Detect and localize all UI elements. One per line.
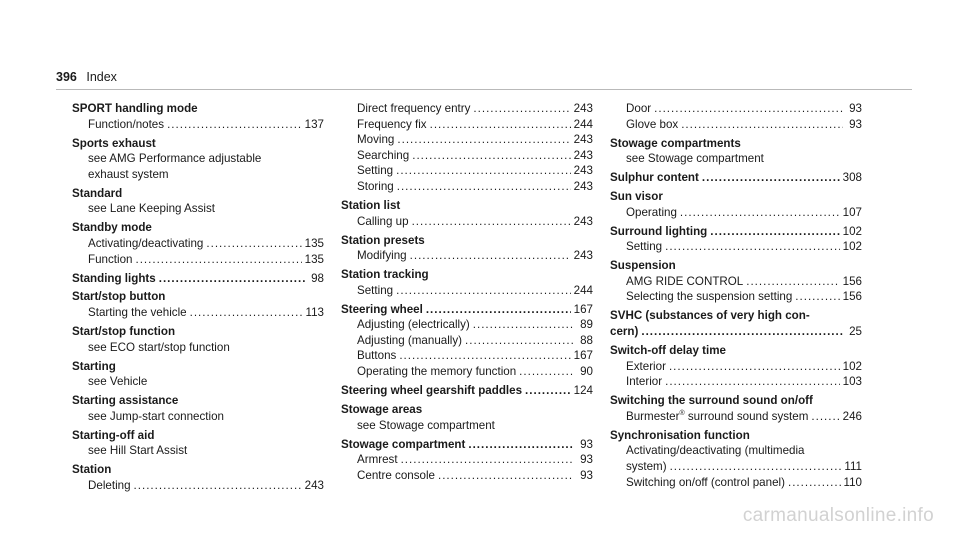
index-entry <box>610 101 862 132</box>
page-reference: 156 <box>842 290 862 304</box>
index-subentry <box>72 236 324 252</box>
index-heading-text: Starting-off aid <box>72 428 155 442</box>
index-entry <box>610 308 862 339</box>
index-subentry-text: AMG RIDE CONTROL <box>626 274 744 288</box>
page-reference: 243 <box>573 164 593 178</box>
dot-leader <box>665 239 840 255</box>
dot-leader <box>167 117 302 133</box>
page-reference: 156 <box>842 274 862 288</box>
index-subentry <box>341 163 593 179</box>
index-heading <box>341 402 593 418</box>
index-subentry <box>72 478 324 494</box>
index-subentry-text: Activating/deactivating (multimedia <box>626 444 805 458</box>
index-heading-text: Steering wheel <box>341 302 423 316</box>
index-heading <box>341 233 593 249</box>
page-reference: 93 <box>849 117 862 131</box>
page-reference: 246 <box>842 409 862 423</box>
page-header <box>56 70 117 84</box>
page-reference: 111 <box>844 459 862 473</box>
page-reference: 308 <box>842 171 862 185</box>
index-subentry <box>72 443 324 459</box>
dot-leader <box>135 252 301 268</box>
index-heading-text: SVHC (substances of very high con- <box>610 309 810 323</box>
watermark: carmanualsonline.info <box>742 505 934 526</box>
index-heading-text: Start/stop function <box>72 325 176 339</box>
dot-leader <box>669 359 840 375</box>
page-reference: 243 <box>573 102 593 115</box>
index-heading <box>610 189 862 205</box>
index-heading-text: Station list <box>341 198 401 212</box>
index-heading <box>341 437 593 453</box>
dot-leader <box>519 364 574 380</box>
index-subentry-text: Buttons <box>357 349 397 363</box>
index-heading-text: SPORT handling mode <box>72 102 198 115</box>
page-reference: 244 <box>573 117 593 131</box>
index-entry <box>610 258 862 305</box>
index-entry <box>72 393 324 424</box>
dot-leader <box>410 248 571 264</box>
index-entry <box>72 186 324 217</box>
index-subentry <box>610 475 862 491</box>
page-reference: 93 <box>580 437 593 451</box>
index-subentry-text: see Stowage compartment <box>357 418 495 432</box>
index-subentry <box>341 248 593 264</box>
index-entry <box>610 428 862 490</box>
index-subentry <box>72 374 324 390</box>
page-reference: 137 <box>304 117 324 131</box>
index-subentry-text: see Hill Start Assist <box>88 444 188 458</box>
index-subentry <box>341 179 593 195</box>
index-entry <box>72 324 324 355</box>
index-subentry-text: Setting <box>357 283 394 297</box>
index-entry <box>341 383 593 399</box>
index-heading <box>72 428 324 444</box>
dot-leader <box>134 478 302 494</box>
index-heading-text: Steering wheel gearshift paddles <box>341 384 523 398</box>
dot-leader <box>159 271 305 287</box>
page-reference: 102 <box>842 224 862 238</box>
index-heading <box>610 343 862 359</box>
index-subentry <box>610 359 862 375</box>
index-heading-text: Station <box>72 463 112 477</box>
index-heading-text: Start/stop button <box>72 290 166 304</box>
index-heading-text: Sports exhaust <box>72 136 156 150</box>
index-entry <box>72 289 324 320</box>
index-subentry <box>610 374 862 390</box>
index-subentry <box>341 283 593 299</box>
index-subentry-text: Door <box>626 102 652 115</box>
index-heading <box>72 136 324 152</box>
page-reference: 110 <box>843 475 862 489</box>
page-reference: 25 <box>849 325 862 339</box>
index-subentry-text: Activating/deactivating <box>88 236 204 250</box>
page-reference: 167 <box>573 302 593 316</box>
index-heading-text: Suspension <box>610 259 676 273</box>
index-subentry-text: exhaust system <box>88 167 169 181</box>
index-subentry <box>72 201 324 217</box>
index-heading <box>610 393 862 409</box>
index-heading-text: Starting <box>72 359 116 373</box>
index-heading <box>72 324 324 340</box>
index-entry <box>341 233 593 264</box>
index-subentry <box>610 274 862 290</box>
index-subentry-text: see Stowage compartment <box>626 152 764 166</box>
dot-leader <box>473 101 570 117</box>
dot-leader <box>468 437 574 453</box>
dot-leader <box>401 452 574 468</box>
index-subentry-text: Burmester® surround sound system <box>626 409 809 423</box>
dot-leader <box>397 179 571 195</box>
dot-leader <box>412 148 570 164</box>
page-reference: 113 <box>305 306 324 320</box>
index-subentry <box>72 117 324 133</box>
index-heading-text: Sulphur content <box>610 171 699 185</box>
index-heading-text: Stowage areas <box>341 403 423 417</box>
index-entry <box>72 101 324 132</box>
index-subentry-text: Deleting <box>88 478 131 492</box>
index-entry <box>610 343 862 390</box>
index-heading <box>610 224 862 240</box>
page-reference: 243 <box>573 133 593 147</box>
index-subentry <box>341 317 593 333</box>
header-divider <box>56 89 912 90</box>
index-entry <box>72 136 324 183</box>
index-heading <box>610 170 862 186</box>
index-subentry <box>72 305 324 321</box>
index-entry <box>341 267 593 298</box>
index-subentry <box>610 101 862 117</box>
dot-leader <box>206 236 301 252</box>
index-subentry-text: Glove box <box>626 117 679 131</box>
index-entry <box>341 101 593 195</box>
index-heading-text: Starting assistance <box>72 394 179 408</box>
index-subentry-text: system) <box>626 459 667 473</box>
page-reference: 243 <box>573 214 593 228</box>
index-subentry <box>341 364 593 380</box>
index-heading-text: Synchronisation function <box>610 428 750 442</box>
index-subentry-text: Calling up <box>357 214 409 228</box>
index-subentry <box>341 214 593 230</box>
index-subentry-text: Adjusting (manually) <box>357 333 463 347</box>
page-reference: 93 <box>580 453 593 467</box>
page-number: 396 <box>56 70 77 84</box>
page-reference: 93 <box>580 468 593 482</box>
index-heading <box>341 383 593 399</box>
index-subentry-text: Selecting the suspension setting <box>626 290 793 304</box>
index-subentry-text: Function <box>88 252 133 266</box>
index-subentry-text: Operating <box>626 205 677 219</box>
index-entry <box>341 437 593 484</box>
index-entry <box>610 170 862 186</box>
page-reference: 90 <box>580 365 593 379</box>
page-reference: 243 <box>573 148 593 162</box>
index-subentry-text: Direct frequency entry <box>357 102 471 115</box>
index-heading <box>72 393 324 409</box>
index-subentry-text: see ECO start/stop function <box>88 340 230 354</box>
page-reference: 135 <box>304 252 324 266</box>
index-subentry <box>610 151 862 167</box>
page-reference: 89 <box>580 318 593 332</box>
index-entry <box>341 302 593 380</box>
dot-leader <box>670 459 842 475</box>
dot-leader <box>665 374 840 390</box>
page-section-title: Index <box>86 70 117 84</box>
index-heading-text: Surround lighting <box>610 224 708 238</box>
index-subentry-text: Switching on/off (control panel) <box>626 475 785 489</box>
index-subentry-text: see Lane Keeping Assist <box>88 202 215 216</box>
page-reference: 243 <box>573 179 593 193</box>
page-reference: 243 <box>304 478 324 492</box>
dot-leader <box>438 468 574 484</box>
dot-leader <box>788 475 841 491</box>
page-reference: 103 <box>842 375 862 389</box>
index-subentry-text: Interior <box>626 375 663 389</box>
index-subentry <box>610 459 862 475</box>
index-heading-text: Standard <box>72 186 123 200</box>
dot-leader <box>399 348 570 364</box>
index-subentry <box>72 151 324 167</box>
index-heading <box>72 271 324 287</box>
index-subentry <box>72 167 324 183</box>
index-subentry <box>341 101 593 117</box>
index-entry <box>72 220 324 267</box>
index-entry <box>72 428 324 459</box>
dot-leader <box>426 302 571 318</box>
dot-leader <box>473 317 574 333</box>
index-subentry-text: Centre console <box>357 468 435 482</box>
dot-leader <box>396 283 571 299</box>
dot-leader <box>190 305 303 321</box>
index-heading <box>341 198 593 214</box>
index-subentry <box>610 289 862 305</box>
dot-leader <box>397 132 570 148</box>
index-heading <box>341 302 593 318</box>
index-subentry <box>341 148 593 164</box>
index-heading <box>341 267 593 283</box>
index-heading-text: Station tracking <box>341 268 429 282</box>
index-subentry <box>341 132 593 148</box>
dot-leader <box>396 163 571 179</box>
page-reference: 135 <box>304 236 324 250</box>
index-subentry-text: Adjusting (electrically) <box>357 318 470 332</box>
index-subentry-text: Operating the memory function <box>357 365 517 379</box>
page-reference: 98 <box>311 271 324 285</box>
index-heading-text: Station presets <box>341 233 425 247</box>
dot-leader <box>641 324 843 340</box>
index-subentry <box>341 418 593 434</box>
index-entry <box>72 359 324 390</box>
index-subentry-text: Modifying <box>357 249 407 263</box>
index-entry <box>341 402 593 433</box>
page-reference: 243 <box>573 249 593 263</box>
index-heading-text: Switch-off delay time <box>610 344 726 358</box>
index-subentry <box>341 468 593 484</box>
page-reference: 167 <box>573 349 593 363</box>
index-heading-text: Standing lights <box>72 271 156 285</box>
index-subentry <box>610 239 862 255</box>
dot-leader <box>465 333 574 349</box>
index-column-3 <box>610 101 862 494</box>
index-subentry-text: Storing <box>357 179 394 193</box>
index-subentry-text: Frequency fix <box>357 117 427 131</box>
index-heading <box>72 289 324 305</box>
index-subentry <box>341 117 593 133</box>
index-heading-text: Stowage compartment <box>341 437 466 451</box>
index-heading-text: Sun visor <box>610 190 663 204</box>
dot-leader <box>795 289 839 305</box>
index-subentry <box>341 333 593 349</box>
index-column-1 <box>72 101 324 497</box>
index-entry <box>610 189 862 220</box>
dot-leader <box>654 101 843 117</box>
index-subentry <box>341 452 593 468</box>
index-heading <box>610 428 862 444</box>
page-reference: 107 <box>842 205 862 219</box>
index-subentry-text: Armrest <box>357 453 398 467</box>
index-subentry <box>72 252 324 268</box>
index-entry <box>610 393 862 424</box>
index-subentry <box>341 348 593 364</box>
dot-leader <box>680 205 840 221</box>
index-subentry <box>610 205 862 221</box>
index-subentry <box>610 443 862 459</box>
index-subentry-text: see AMG Performance adjustable <box>88 152 262 166</box>
dot-leader <box>746 274 839 290</box>
index-heading <box>610 308 862 324</box>
page-reference: 88 <box>580 333 593 347</box>
index-heading-text: cern) <box>610 325 639 339</box>
dot-leader <box>412 214 571 230</box>
page-reference: 93 <box>849 102 862 115</box>
dot-leader <box>430 117 571 133</box>
index-subentry-text: see Jump-start connection <box>88 409 224 423</box>
index-subentry-text: see Vehicle <box>88 375 148 389</box>
index-subentry-text: Setting <box>626 240 663 254</box>
dot-leader <box>710 224 839 240</box>
index-subentry-text: Moving <box>357 133 395 147</box>
index-subentry-text: Exterior <box>626 359 666 373</box>
index-heading <box>610 324 862 340</box>
dot-leader <box>525 383 571 399</box>
index-subentry <box>72 409 324 425</box>
index-entry <box>610 136 862 167</box>
index-column-2 <box>341 101 593 487</box>
index-subentry-text: Searching <box>357 148 410 162</box>
index-heading <box>72 220 324 236</box>
index-heading <box>72 359 324 375</box>
page-reference: 124 <box>573 384 593 398</box>
index-subentry-text: Setting <box>357 164 394 178</box>
index-subentry <box>72 340 324 356</box>
index-subentry <box>610 409 862 425</box>
index-heading-text: Switching the surround sound on/off <box>610 394 813 408</box>
index-entry <box>610 224 862 255</box>
index-heading <box>72 462 324 478</box>
index-heading <box>610 136 862 152</box>
page-reference: 102 <box>842 359 862 373</box>
index-entry <box>341 198 593 229</box>
index-heading-text: Standby mode <box>72 221 152 235</box>
page-reference: 244 <box>573 283 593 297</box>
index-subentry <box>610 117 862 133</box>
index-heading <box>72 101 324 117</box>
index-heading-text: Stowage compartments <box>610 136 741 150</box>
index-subentry-text: Starting the vehicle <box>88 306 187 320</box>
dot-leader <box>681 117 843 133</box>
index-heading <box>610 258 862 274</box>
index-heading <box>72 186 324 202</box>
dot-leader <box>702 170 840 186</box>
index-subentry-text: Function/notes <box>88 117 165 131</box>
page-reference: 102 <box>842 240 862 254</box>
index-entry <box>72 462 324 493</box>
index-entry <box>72 271 324 287</box>
dot-leader <box>811 409 839 425</box>
